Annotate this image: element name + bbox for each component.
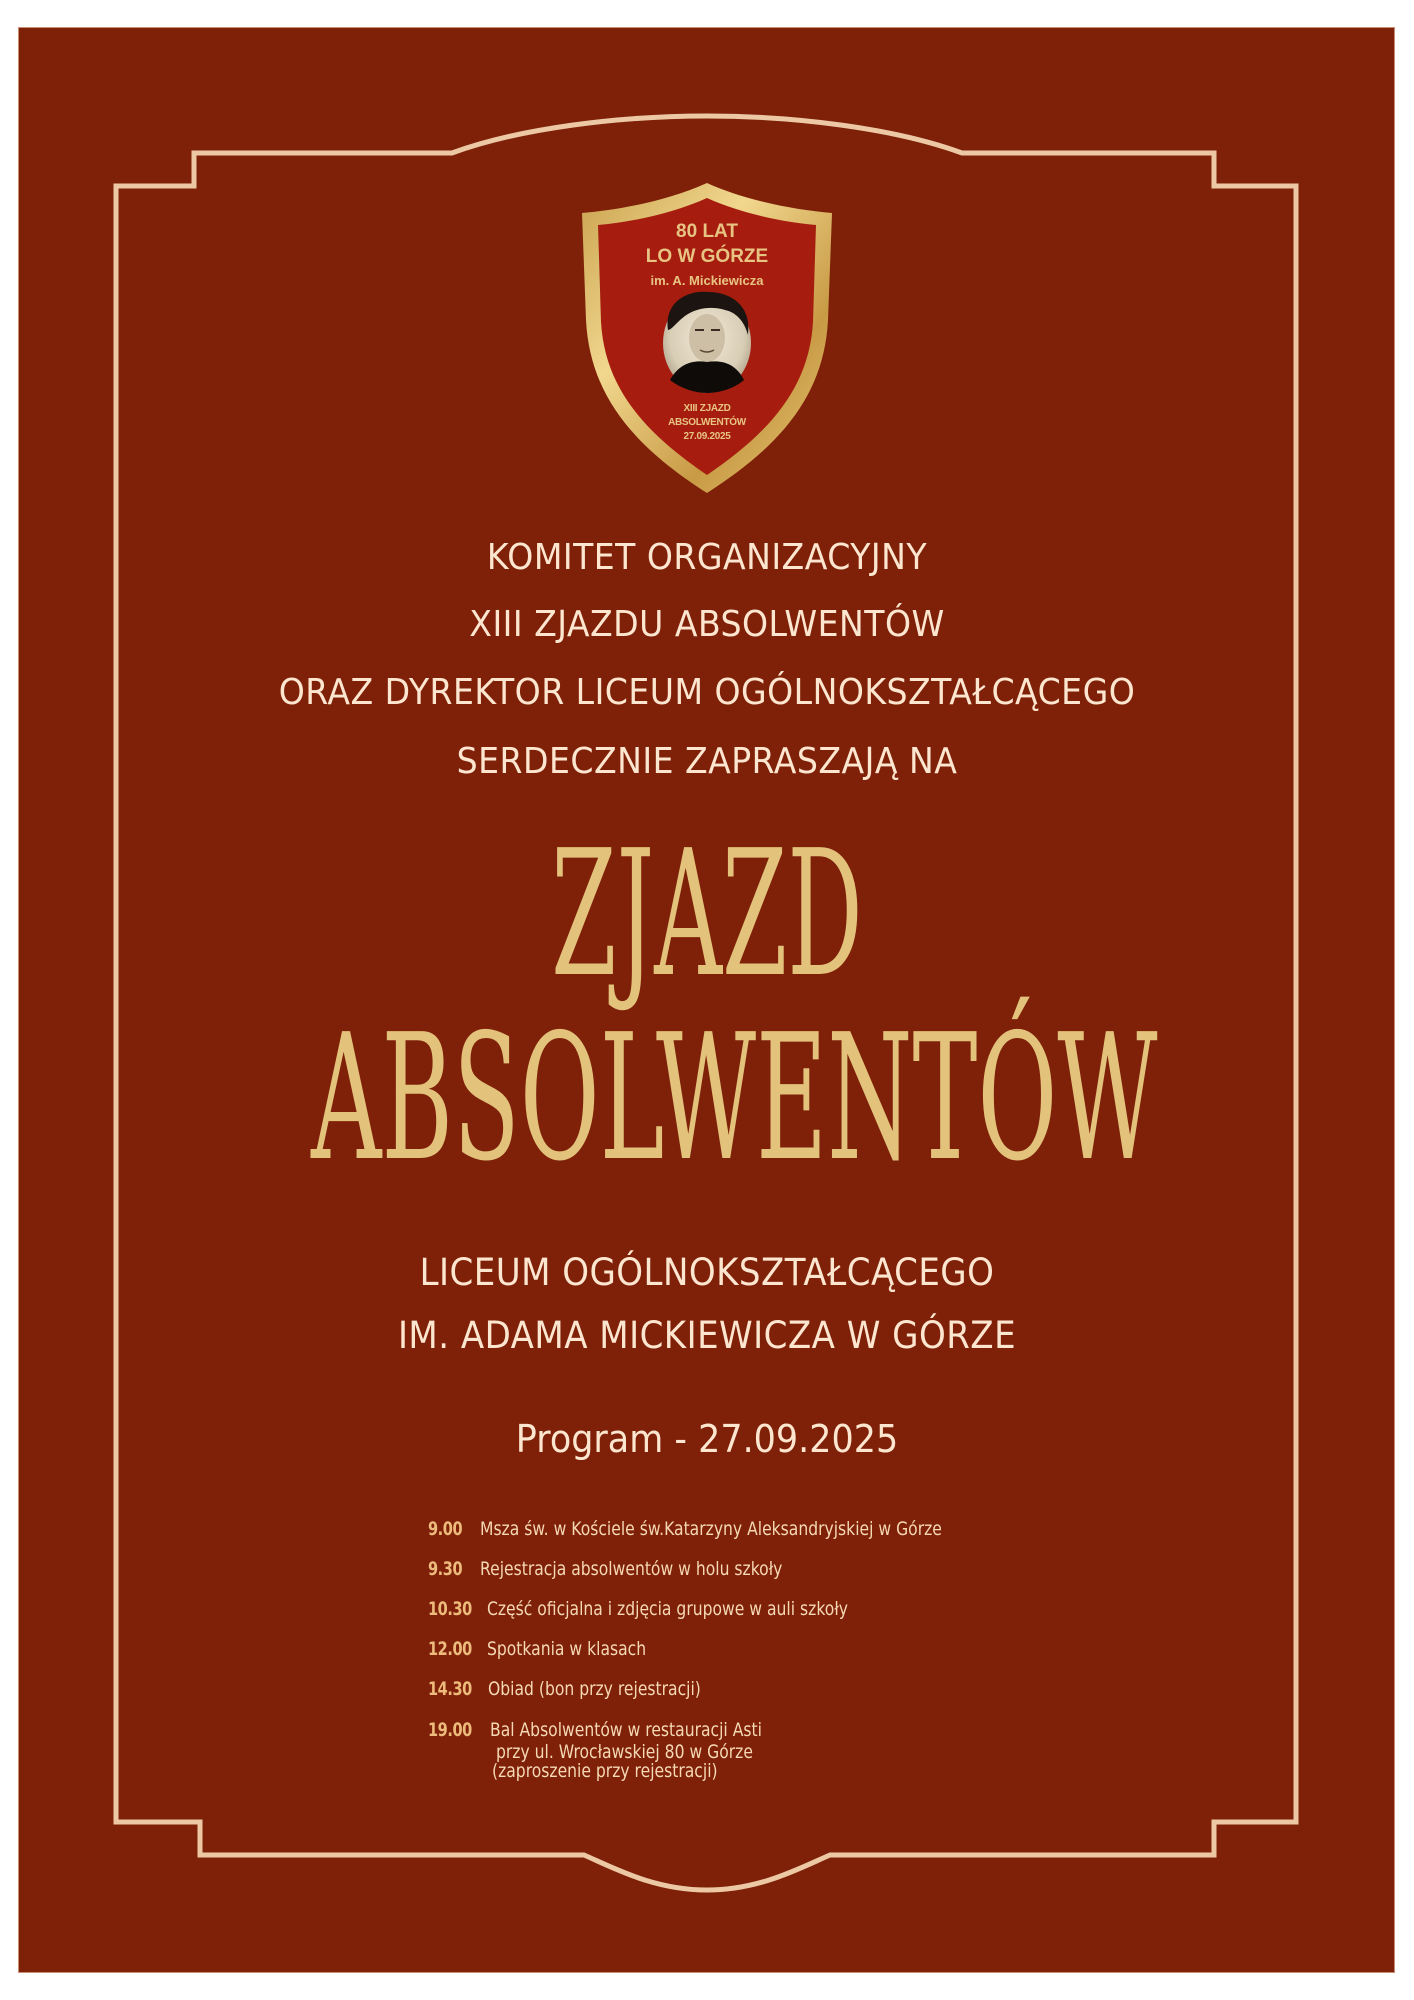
emblem-line-1: 80 LAT	[676, 221, 738, 242]
title-absolwentow: ABSOLWENTÓW	[311, 997, 1158, 1200]
emblem-line-6: 27.09.2025	[683, 431, 731, 442]
emblem-line-4: XIII ZJAZD	[683, 403, 731, 414]
program-time: 12.00	[428, 1638, 472, 1660]
program-description: Msza św. w Kościele św.Katarzyny Aleksandryjskiej w Górze	[480, 1518, 942, 1540]
program-description-continued: przy ul. Wrocławskiej 80 w Górze	[496, 1741, 753, 1763]
invitation-line-4: SERDECZNIE ZAPRASZAJĄ NA	[456, 741, 958, 782]
program-item	[428, 1560, 849, 1586]
program-item	[428, 1680, 748, 1706]
program-item	[428, 1640, 681, 1666]
invitation-line-3: ORAZ DYREKTOR LICEUM OGÓLNOKSZTAŁCĄCEGO	[278, 672, 1136, 713]
program-description: Spotkania w klasach	[487, 1638, 647, 1660]
program-time: 14.30	[428, 1678, 472, 1700]
invitation-line-1: KOMITET ORGANIZACYJNY	[486, 537, 928, 578]
invitation-line-2: XIII ZJAZDU ABSOLWENTÓW	[469, 604, 945, 645]
program-time: 9.30	[428, 1558, 463, 1580]
school-name-line-1: LICEUM OGÓLNOKSZTAŁCĄCEGO	[419, 1251, 995, 1294]
program-heading: Program - 27.09.2025	[515, 1417, 899, 1461]
portrait-icon	[663, 292, 751, 393]
program-time: 19.00	[428, 1719, 472, 1741]
program-item	[428, 1520, 1043, 1546]
program-description: Część oficjalna i zdjęcia grupowe w auli szkoły	[487, 1598, 848, 1620]
program-item	[428, 1600, 927, 1626]
school-name-line-2: IM. ADAMA MICKIEWICZA W GÓRZE	[397, 1314, 1017, 1357]
program-description: Bal Absolwentów w restauracji Asti	[490, 1719, 762, 1741]
emblem-line-3: im. A. Mickiewicza	[650, 273, 764, 288]
program-time: 9.00	[428, 1518, 463, 1540]
title-zjazd: ZJAZD	[551, 813, 863, 1016]
emblem-line-5: ABSOLWENTÓW	[668, 417, 746, 428]
program-description: Rejestracja absolwentów w holu szkoły	[480, 1558, 783, 1580]
program-description: Obiad (bon przy rejestracji)	[488, 1678, 701, 1700]
program-description-continued: (zaproszenie przy rejestracji)	[492, 1760, 718, 1782]
emblem-line-2: LO W GÓRZE	[645, 246, 769, 267]
program-time: 10.30	[428, 1598, 472, 1620]
